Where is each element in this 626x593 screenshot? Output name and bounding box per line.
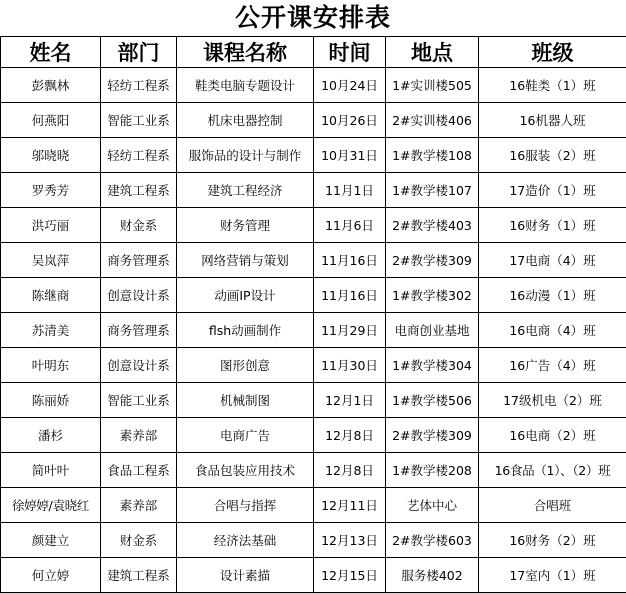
cell-name[interactable]: 陈丽娇 (1, 383, 101, 418)
cell-department[interactable]: 建筑工程系 (101, 173, 177, 208)
cell-name[interactable]: 苏清美 (1, 313, 101, 348)
cell-location[interactable]: 1#教学楼506 (386, 383, 479, 418)
cell-time[interactable]: 12月13日 (314, 523, 386, 558)
cell-department[interactable]: 食品工程系 (101, 453, 177, 488)
cell-course[interactable]: 建筑工程经济 (177, 173, 314, 208)
cell-class[interactable]: 16鞋类（1）班 (479, 68, 626, 103)
cell-department[interactable]: 素养部 (101, 488, 177, 523)
cell-course[interactable]: 电商广告 (177, 418, 314, 453)
header-row (1, 37, 626, 68)
cell-department[interactable]: 智能工业系 (101, 103, 177, 138)
cell-department[interactable]: 财金系 (101, 208, 177, 243)
cell-time[interactable]: 12月8日 (314, 453, 386, 488)
cell-time[interactable]: 11月29日 (314, 313, 386, 348)
header-time: 时间 (314, 37, 386, 68)
cell-time[interactable]: 10月26日 (314, 103, 386, 138)
cell-name[interactable]: 叶明东 (1, 348, 101, 383)
cell-course[interactable]: 机械制图 (177, 383, 314, 418)
cell-class[interactable]: 16财务（1）班 (479, 208, 626, 243)
header-location: 地点 (386, 37, 479, 68)
cell-name[interactable]: 潘杉 (1, 418, 101, 453)
table-row (1, 348, 626, 383)
cell-department[interactable]: 创意设计系 (101, 348, 177, 383)
cell-location[interactable]: 2#教学楼309 (386, 418, 479, 453)
cell-course[interactable]: 财务管理 (177, 208, 314, 243)
cell-name[interactable]: 彭飘林 (1, 68, 101, 103)
cell-course[interactable]: 服饰品的设计与制作 (177, 138, 314, 173)
cell-course[interactable]: 食品包装应用技术 (177, 453, 314, 488)
cell-location[interactable]: 2#教学楼309 (386, 243, 479, 278)
cell-department[interactable]: 素养部 (101, 418, 177, 453)
cell-time[interactable]: 12月11日 (314, 488, 386, 523)
header-class: 班级 (479, 37, 626, 68)
cell-class[interactable]: 17级机电（2）班 (479, 383, 626, 418)
cell-department[interactable]: 财金系 (101, 523, 177, 558)
cell-location[interactable]: 1#教学楼107 (386, 173, 479, 208)
cell-department[interactable]: 商务管理系 (101, 243, 177, 278)
table-row (1, 313, 626, 348)
table-row (1, 383, 626, 418)
cell-time[interactable]: 12月15日 (314, 558, 386, 593)
table-row (1, 558, 626, 593)
cell-time[interactable]: 11月6日 (314, 208, 386, 243)
cell-location[interactable]: 服务楼402 (386, 558, 479, 593)
schedule-table (0, 36, 626, 593)
cell-name[interactable]: 陈继商 (1, 278, 101, 313)
cell-name[interactable]: 颜建立 (1, 523, 101, 558)
cell-name[interactable]: 吴岚萍 (1, 243, 101, 278)
table-row (1, 523, 626, 558)
cell-location[interactable]: 电商创业基地 (386, 313, 479, 348)
cell-department[interactable]: 轻纺工程系 (101, 68, 177, 103)
cell-class[interactable]: 16电商（4）班 (479, 313, 626, 348)
cell-location[interactable]: 艺体中心 (386, 488, 479, 523)
cell-name[interactable]: 何燕阳 (1, 103, 101, 138)
cell-class[interactable]: 16动漫（1）班 (479, 278, 626, 313)
cell-class[interactable]: 16广告（4）班 (479, 348, 626, 383)
cell-location[interactable]: 2#教学楼403 (386, 208, 479, 243)
table-row (1, 68, 626, 103)
cell-course[interactable]: 动画IP设计 (177, 278, 314, 313)
cell-course[interactable]: 机床电器控制 (177, 103, 314, 138)
cell-time[interactable]: 12月1日 (314, 383, 386, 418)
cell-department[interactable]: 轻纺工程系 (101, 138, 177, 173)
cell-time[interactable]: 11月16日 (314, 278, 386, 313)
table-row (1, 208, 626, 243)
cell-location[interactable]: 1#教学楼302 (386, 278, 479, 313)
cell-name[interactable]: 何立婷 (1, 558, 101, 593)
cell-class[interactable]: 17造价（1）班 (479, 173, 626, 208)
sheet-title: 公开课安排表 (0, 0, 626, 36)
cell-class[interactable]: 16电商（2）班 (479, 418, 626, 453)
table-row (1, 138, 626, 173)
cell-name[interactable]: 简叶叶 (1, 453, 101, 488)
cell-name[interactable]: 洪巧丽 (1, 208, 101, 243)
cell-course[interactable]: 网络营销与策划 (177, 243, 314, 278)
cell-time[interactable]: 12月8日 (314, 418, 386, 453)
cell-department[interactable]: 商务管理系 (101, 313, 177, 348)
table-row (1, 418, 626, 453)
cell-name[interactable]: 徐婷婷/袁晓红 (1, 488, 101, 523)
cell-course[interactable]: 经济法基础 (177, 523, 314, 558)
cell-location[interactable]: 1#教学楼304 (386, 348, 479, 383)
cell-department[interactable]: 智能工业系 (101, 383, 177, 418)
cell-class[interactable]: 合唱班 (479, 488, 626, 523)
cell-time[interactable]: 11月30日 (314, 348, 386, 383)
cell-department[interactable]: 建筑工程系 (101, 558, 177, 593)
cell-time[interactable]: 10月31日 (314, 138, 386, 173)
cell-name[interactable]: 罗秀芳 (1, 173, 101, 208)
table-row (1, 243, 626, 278)
cell-course[interactable]: flsh动画制作 (177, 313, 314, 348)
cell-department[interactable]: 创意设计系 (101, 278, 177, 313)
table-row (1, 173, 626, 208)
cell-course[interactable]: 图形创意 (177, 348, 314, 383)
cell-time[interactable]: 10月24日 (314, 68, 386, 103)
header-name: 姓名 (1, 37, 101, 68)
cell-class[interactable]: 16机器人班 (479, 103, 626, 138)
header-course: 课程名称 (177, 37, 314, 68)
table-row (1, 103, 626, 138)
cell-location[interactable]: 1#教学楼108 (386, 138, 479, 173)
cell-location[interactable]: 2#教学楼603 (386, 523, 479, 558)
cell-time[interactable]: 11月16日 (314, 243, 386, 278)
cell-class[interactable]: 17室内（1）班 (479, 558, 626, 593)
cell-class[interactable]: 17电商（4）班 (479, 243, 626, 278)
cell-course[interactable]: 鞋类电脑专题设计 (177, 68, 314, 103)
cell-course[interactable]: 合唱与指挥 (177, 488, 314, 523)
table-row (1, 278, 626, 313)
table-row (1, 453, 626, 488)
table-row (1, 488, 626, 523)
cell-location[interactable]: 2#实训楼406 (386, 103, 479, 138)
cell-class[interactable]: 16服装（2）班 (479, 138, 626, 173)
cell-location[interactable]: 1#实训楼505 (386, 68, 479, 103)
cell-name[interactable]: 邬晓晓 (1, 138, 101, 173)
cell-time[interactable]: 11月1日 (314, 173, 386, 208)
header-department: 部门 (101, 37, 177, 68)
cell-location[interactable]: 1#教学楼208 (386, 453, 479, 488)
cell-course[interactable]: 设计素描 (177, 558, 314, 593)
cell-class[interactable]: 16食品（1）、（2）班 (479, 453, 626, 488)
cell-class[interactable]: 16财务（2）班 (479, 523, 626, 558)
